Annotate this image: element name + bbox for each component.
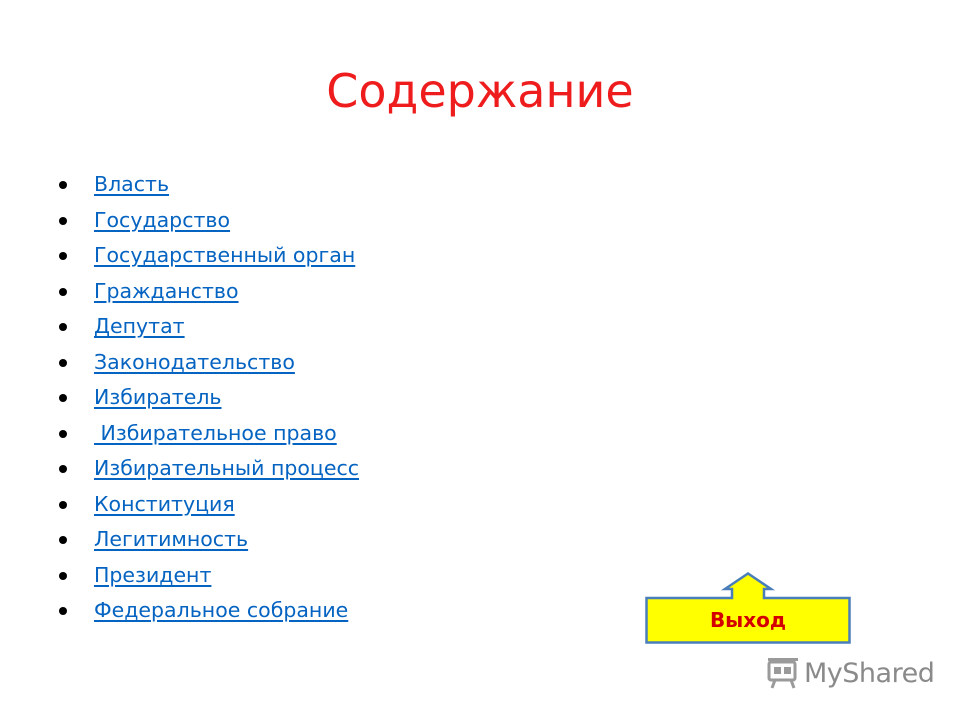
myshared-logo-icon [766, 656, 800, 690]
bullet-icon [59, 465, 67, 473]
contents-list [56, 167, 359, 629]
link-grazhdanstvo[interactable]: Гражданство [94, 278, 239, 303]
bullet-icon [59, 430, 67, 438]
list-item [56, 309, 359, 345]
exit-button[interactable] [645, 572, 851, 644]
list-item [56, 203, 359, 239]
bullet-icon [59, 252, 67, 260]
bullet-icon [59, 394, 67, 402]
list-item [56, 487, 359, 523]
bullet-icon [59, 501, 67, 509]
link-prezident[interactable]: Президент [94, 562, 212, 587]
bullet-icon [59, 288, 67, 296]
list-item [56, 380, 359, 416]
list-item [56, 593, 359, 629]
link-gosudarstvennyy-organ[interactable]: Государственный орган [94, 243, 356, 267]
bullet-icon [59, 181, 67, 189]
watermark [766, 655, 934, 691]
bullet-icon [59, 323, 67, 331]
list-item [56, 522, 359, 558]
list-item [56, 238, 359, 274]
link-federalnoe-sobranie[interactable]: Федеральное собрание [94, 598, 349, 622]
link-izbiratel[interactable]: Избиратель [94, 385, 222, 409]
exit-button-label: Выход [709, 608, 787, 632]
link-deputat[interactable]: Депутат [94, 314, 185, 338]
link-zakonodatelstvo[interactable]: Законодательство [94, 349, 295, 374]
watermark-text: MyShared [804, 657, 935, 689]
bullet-icon [59, 217, 67, 225]
link-izbiratelnoe-pravo[interactable]: Избирательное право [94, 420, 337, 445]
list-item [56, 345, 359, 381]
page-title: Содержание [326, 64, 634, 118]
list-item [56, 451, 359, 487]
list-item [56, 167, 359, 203]
link-konstitutsiya[interactable]: Конституция [94, 491, 235, 516]
list-item [56, 416, 359, 452]
bullet-icon [59, 607, 67, 615]
bullet-icon [59, 572, 67, 580]
link-vlast[interactable]: Власть [94, 172, 170, 196]
list-item [56, 558, 359, 594]
bullet-icon [59, 359, 67, 367]
link-legitimnost[interactable]: Легитимность [94, 527, 249, 551]
list-item [56, 274, 359, 310]
bullet-icon [59, 536, 67, 544]
link-izbiratelnyy-protsess[interactable]: Избирательный процесс [94, 456, 360, 480]
link-gosudarstvo[interactable]: Государство [94, 207, 231, 232]
